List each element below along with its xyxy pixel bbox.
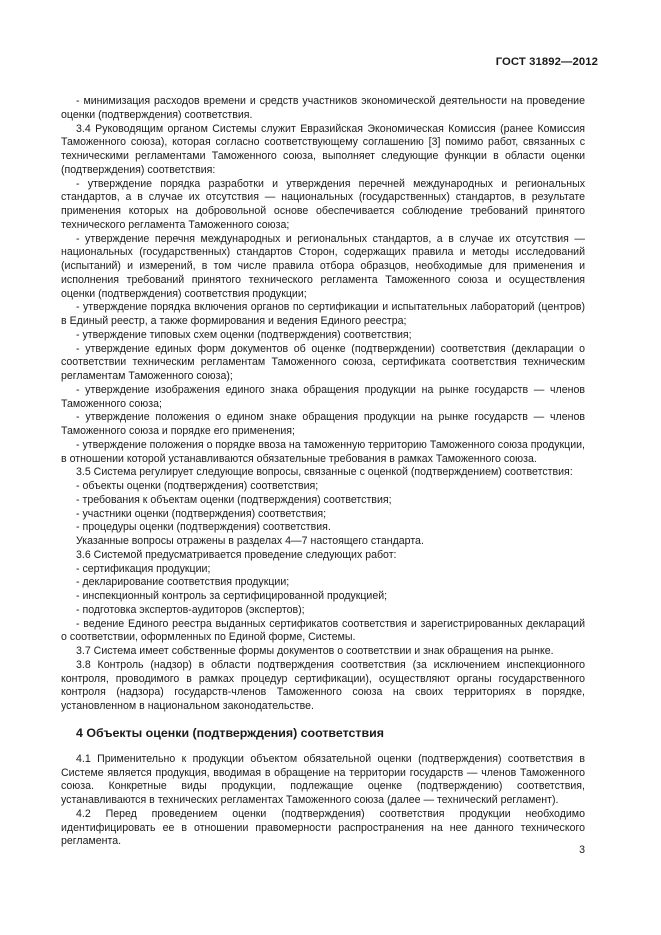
paragraph: - подготовка экспертов-аудиторов (экспертов); [76,603,305,616]
paragraph: - объекты оценки (подтверждения) соответствия; [76,480,319,492]
paragraph: - декларирование соответствия продукции; [76,576,290,589]
paragraph: - утверждение единых форм документов об оценке (подтверждении) соответствия (декларации о соответствии техническим регламентам Таможенного союза, сертификата соответствия техническим регламентам Таможенного союза); [61,342,585,382]
document-body [61,95,585,849]
page-number: 3 [579,844,585,856]
paragraph: - утверждение положения о едином знаке обращения продукции на рынке государств — членов Таможенного союза и порядке его применения; [61,411,585,437]
paragraph: 3.6 Системой предусматривается проведение следующих работ: [76,548,397,561]
standard-code-header: ГОСТ 31892—2012 [495,56,598,68]
paragraph: 3.7 Система имеет собственные формы документов о соответствии и знак обращения на рынке. [76,645,554,657]
section-heading: 4 Объекты оценки (подтверждения) соответствия [76,725,384,740]
paragraph: - утверждение типовых схем оценки (подтверждения) соответствия; [76,328,412,341]
paragraph: - требования к объектам оценки (подтверждения) соответствия; [76,493,392,506]
paragraph: 3.4 Руководящим органом Системы служит Евразийская Экономическая Комиссия (ранее Комиссия Таможенного союза), которая согласно соответствующему соглашению [3] помимо работ, связанных с техническими регламентами Таможенного союза, выполняет следующие функции в области оценки (подтверждения) соответствия: [61,122,585,176]
paragraph: 4.2 Перед проведением оценки (подтверждения) соответствия продукции необходимо идентифицировать ее в отношении правомерности распространения на нее данного технического регламента. [61,807,585,848]
paragraph: - сертификация продукции; [76,562,211,575]
paragraph: 3.5 Система регулирует следующие вопросы, связанные с оценкой (подтверждением) соответствия: [76,466,573,479]
paragraph: Указанные вопросы отражены в разделах 4—7 настоящего стандарта. [76,535,424,547]
paragraph: - утверждение положения о порядке ввоза на таможенную территорию Таможенного союза продукции, в отношении которой устанавливаются обязательные требования в рамках Таможенного союза. [61,438,585,465]
paragraph: - минимизация расходов времени и средств участников экономической деятельности на проведение оценки (подтверждения) соответствия. [61,95,585,121]
paragraph: - инспекционный контроль за сертифицированной продукцией; [76,590,388,602]
paragraph: - процедуры оценки (подтверждения) соответствия. [76,521,331,534]
paragraph: - ведение Единого реестра выданных сертификатов соответствия и зарегистрированных деклараций о соответствии, оформленных по Единой форме, Системы. [61,617,585,644]
paragraph: 3.8 Контроль (надзор) в области подтверждения соответствия (за исключением инспекционного контроля, проводимого в рамках процедур сертификации), осуществляют органы государственного контроля (надзора) государств-членов Таможенного союза на своих территориях в порядке, установленном в национальном законодательстве. [61,658,585,712]
spacer [61,714,585,726]
paragraph: - утверждение порядка разработки и утверждения перечней международных и региональных стандартов, а в случае их отсутствия — национальных (государственных) стандартов, в результате применения которых на добровольной основе обеспечивается соблюдение требований принятого технического регламента Таможенного союза; [61,177,585,231]
paragraph: 4.1 Применительно к продукции объектом обязательной оценки (подтверждения) соответствия в Системе является продукция, вводимая в обращение на территории государств — членов Таможенного союза. Конкретные виды продукции, подлежащие оценке (подтверждению) соответствия, устанавливаются в технических регламентах Таможенного союза (далее — технический регламент). [61,752,585,806]
paragraph: - утверждение перечня международных и региональных стандартов, а в случае их отсутствия — национальных (государственных) стандартов Сторон, содержащих правила и методы исследований (испытаний) и измерений, в том числе правила отбора образцов, необходимые для применения и исполнения требований принятого технического регламента Таможенного союза и осуществления оценки (подтверждения) соответствия продукции; [61,232,585,300]
paragraph: - утверждение изображения единого знака обращения продукции на рынке государств — членов Таможенного союза; [61,383,585,410]
paragraph: - участники оценки (подтверждения) соответствия; [76,507,327,520]
paragraph: - утверждение порядка включения органов по сертификации и испытательных лабораторий (центров) в Единый реестр, а также формирования и ведения Единого реестра; [61,301,585,327]
spacer [61,741,585,753]
